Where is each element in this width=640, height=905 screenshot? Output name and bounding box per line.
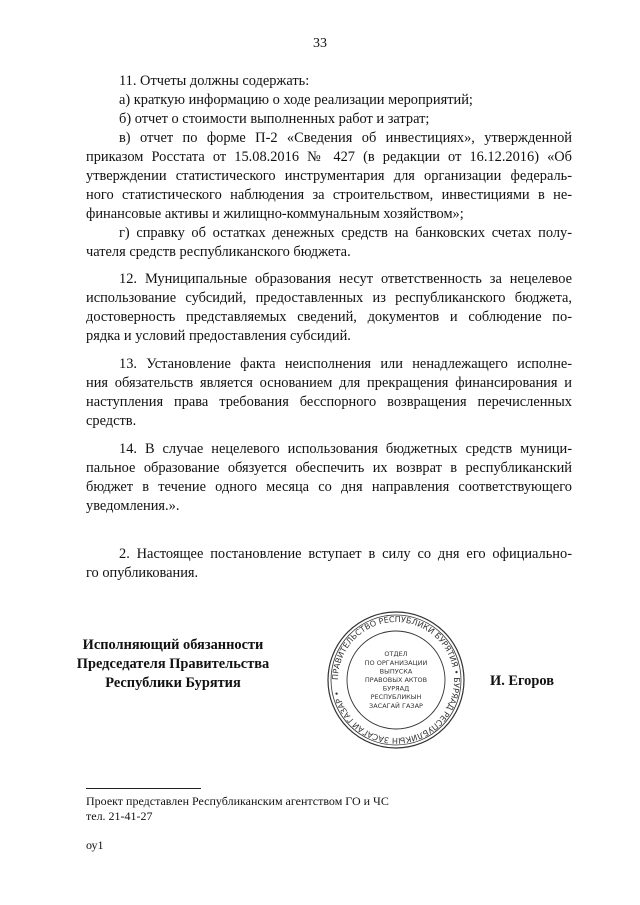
seal-ring-text: ПРАВИТЕЛЬСТВО РЕСПУБЛИКИ БУРЯТИЯ • БУРЯАД РЕСПУБЛИКЫН ЗАСАГАЙ ГАЗАР • bbox=[330, 614, 462, 746]
body-line: финансовые активы и жилищно-коммунальным хозяйством»; bbox=[86, 206, 464, 222]
body-line: наступления права требования бесспорного возвращения перечисленных bbox=[86, 394, 572, 410]
official-seal bbox=[326, 610, 466, 750]
seal-inner-text: БУРЯАД bbox=[382, 684, 410, 693]
body-line: пальное образование обязуется обеспечить их возврат в республиканский bbox=[86, 460, 572, 476]
body-line: а) краткую информацию о ходе реализации мероприятий; bbox=[119, 92, 473, 108]
seal-inner-text: ПО ОРГАНИЗАЦИИ bbox=[364, 658, 428, 667]
signature-title-line-3: Республики Бурятия bbox=[105, 675, 241, 691]
body-line: б) отчет о стоимости выполненных работ и затрат; bbox=[119, 111, 430, 127]
body-line: утверждении статистического инструментария для организации федераль- bbox=[86, 168, 572, 184]
seal-inner-text: ВЫПУСКА bbox=[379, 667, 413, 676]
body-line: г) справку об остатках денежных средств на банковских счетах полу- bbox=[119, 225, 572, 241]
body-line: рядка и условий предоставления субсидий. bbox=[86, 328, 351, 344]
body-line: средств. bbox=[86, 413, 137, 429]
footnote-phone: тел. 21-41-27 bbox=[86, 809, 153, 823]
body-line: чателя средств республиканского бюджета. bbox=[86, 244, 351, 260]
body-line: 2. Настоящее постановление вступает в силу со дня его официально- bbox=[119, 546, 572, 562]
signature-title-line-1: Исполняющий обязанности bbox=[82, 637, 264, 653]
body-line: го опубликования. bbox=[86, 565, 199, 581]
body-line: бюджет в течение одного месяца со дня направления соответствующего bbox=[86, 479, 572, 495]
footnote-code: оу1 bbox=[86, 838, 104, 852]
body-line: ного статистического наблюдения за строительством, инвестициями в не- bbox=[86, 187, 572, 203]
seal-inner-text: ЗАСАГАЙ ГАЗАР bbox=[369, 701, 423, 710]
footnote-divider bbox=[86, 788, 201, 789]
body-line: 11. Отчеты должны содержать: bbox=[119, 73, 310, 89]
seal-inner-text: ОТДЕЛ bbox=[384, 650, 408, 659]
body-line: уведомления.». bbox=[86, 498, 180, 514]
body-line: 12. Муниципальные образования несут ответственность за нецелевое bbox=[119, 271, 572, 287]
body-line: использование субсидий, предоставленных из республиканского бюджета, bbox=[86, 290, 572, 306]
seal-inner-text: РЕСПУБЛИКЫН bbox=[370, 693, 422, 702]
signature-title-line-2: Председателя Правительства bbox=[76, 656, 270, 672]
seal-inner-text: ПРАВОВЫХ АКТОВ bbox=[364, 676, 428, 684]
body-line: достоверность представляемых сведений, документов и соблюдение по- bbox=[86, 309, 572, 325]
signatory-name: И. Егоров bbox=[490, 673, 554, 689]
body-line: ния обязательств является основанием для прекращения финансирования и bbox=[86, 375, 572, 391]
body-line: 14. В случае нецелевого использования бюджетных средств муници- bbox=[119, 441, 572, 457]
body-line: 13. Установление факта неисполнения или ненадлежащего исполне- bbox=[119, 356, 572, 372]
footnote-author: Проект представлен Республиканским агентством ГО и ЧС bbox=[86, 794, 389, 808]
body-line: в) отчет по форме П-2 «Сведения об инвестициях», утвержденной bbox=[119, 130, 572, 146]
body-line: приказом Росстата от 15.08.2016 № 427 (в редакции от 16.12.2016) «Об bbox=[86, 149, 572, 165]
page-number: 33 bbox=[313, 36, 327, 51]
